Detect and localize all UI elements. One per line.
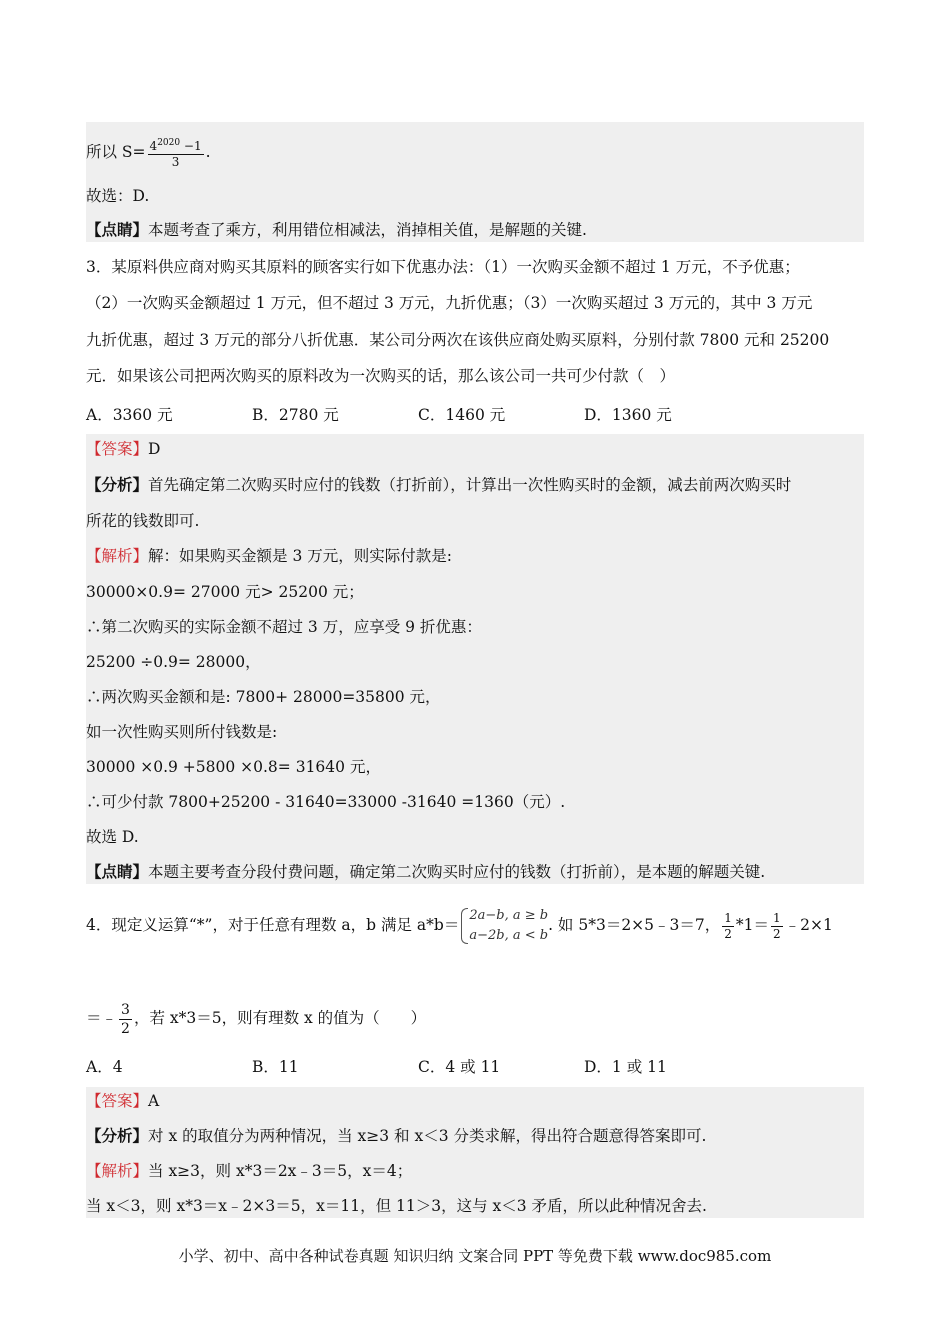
comment-line: 【点睛】本题考查了乘方，利用错位相减法，消掉相关值，是解题的关键. — [86, 220, 587, 239]
q4-option-b: B．11 — [252, 1058, 299, 1076]
piecewise-definition: 2a−b, a ≥ b a−2b, a < b — [459, 906, 548, 946]
comment-tag: 【点睛】 — [86, 220, 149, 239]
footer-text: 小学、初中、高中各种试卷真题 知识归纳 文案合同 PPT 等免费下载 www.doc985.com — [178, 1247, 772, 1265]
fraction-half-2: $\frac{1}{2}$ — [773, 910, 781, 941]
answer-tag: 【答案】 — [86, 440, 149, 458]
q4-option-d: D．1 或 11 — [584, 1058, 667, 1076]
question-3-line-3: 九折优惠，超过 3 万元的部分八折优惠．某公司分两次在该供应商处购买原料，分别付款 7800 元和 25200 — [86, 331, 830, 349]
question-3-line-4: 元．如果该公司把两次购买的原料改为一次购买的话，那么该公司一共可少付款（ ） — [86, 367, 676, 385]
solution-tag-2: 【解析】 — [86, 1162, 149, 1180]
fraction-half-1: $\frac{1}{2}$ — [724, 910, 732, 941]
analysis-tag: 【分析】 — [86, 475, 149, 494]
q4-option-a: A．4 — [86, 1058, 123, 1076]
solution-line-6: 如一次性购买则所付钱数是: — [86, 723, 278, 741]
q4-option-c: C．4 或 11 — [418, 1058, 501, 1076]
question-3-line-2: （2）一次购买金额超过 1 万元，但不超过 3 万元，九折优惠；（3）一次购买超过 3 万元的，其中 3 万元 — [86, 294, 813, 312]
solution-line-4: 25200 ÷0.9= 28000， — [86, 653, 261, 671]
question-4-line-2: ＝﹣ $\frac{3}{2}$ ，若 x*3＝5，则有理数 x 的值为（ ） — [86, 1001, 427, 1037]
answer-tag-2: 【答案】 — [86, 1092, 149, 1110]
q3-option-d: D．1360 元 — [584, 406, 672, 424]
solution-line-2: 30000×0.9= 27000 元> 25200 元； — [86, 583, 364, 601]
analysis-line-q4: 【分析】对 x 的取值分为两种情况，当 x≥3 和 x＜3 分类求解，得出符合题意得答案即可. — [86, 1126, 707, 1145]
solution-line-9: 故选 D. — [86, 828, 139, 846]
analysis-line-2: 所花的钱数即可. — [86, 512, 200, 530]
q3-option-b: B．2780 元 — [252, 406, 339, 424]
answer-line-2: 【答案】A — [86, 1092, 160, 1110]
fraction: $\frac{4^{2020} -1}{3}$ — [149, 138, 202, 169]
q3-option-c: C．1460 元 — [418, 406, 506, 424]
solution-line-1: 【解析】解：如果购买金额是 3 万元，则实际付款是: — [86, 547, 452, 565]
comment-line-2: 【点睛】本题主要考查分段付费问题，确定第二次购买时应付的钱数（打折前），是本题的解题关键. — [86, 862, 766, 881]
answer-line: 【答案】D — [86, 440, 161, 458]
solution-tag: 【解析】 — [86, 547, 149, 565]
solution-line-8: ∴可少付款 7800+25200 - 31640=33000 -31640 =1360（元）. — [86, 793, 566, 811]
question-3-line-1: 3．某原料供应商对购买其原料的顾客实行如下优惠办法：（1）一次购买金额不超过 1 万元，不予优惠； — [86, 258, 800, 276]
question-4-line-1: 4．现定义运算“*”，对于任意有理数 a，b 满足 a*b＝ 2a−b, a ≥ b a−2b, a < b . 如 5*3＝2×5﹣3＝7， $\frac{1}{2}$ *1＝ $\frac{1}{2}$ ﹣2×1 — [86, 902, 833, 948]
q3-option-a: A．3360 元 — [86, 406, 173, 424]
result-line: 所以 S= $\frac{4^{2020} -1}{3}$ . — [86, 138, 211, 169]
fraction-three-halves: $\frac{3}{2}$ — [121, 1001, 130, 1037]
solution-line-3: ∴第二次购买的实际金额不超过 3 万，应享受 9 折优惠： — [86, 618, 482, 636]
analysis-line-1: 【分析】首先确定第二次购买时应付的钱数（打折前），计算出一次性购买时的金额，减去前两次购买时 — [86, 475, 792, 494]
solution-q4-line-2: 当 x＜3，则 x*3＝x﹣2×3＝5，x＝11，但 11＞3，这与 x＜3 矛盾，所以此种情况舍去. — [86, 1197, 707, 1215]
analysis-tag-2: 【分析】 — [86, 1126, 149, 1145]
comment-tag-2: 【点睛】 — [86, 862, 149, 881]
solution-line-5: ∴两次购买金额和是: 7800+ 28000=35800 元， — [86, 688, 441, 706]
solution-line-7: 30000 ×0.9 +5800 ×0.8= 31640 元， — [86, 758, 381, 776]
solution-q4-line-1: 【解析】当 x≥3，则 x*3＝2x﹣3＝5，x＝4； — [86, 1162, 413, 1180]
choice-line: 故选：D. — [86, 187, 150, 205]
